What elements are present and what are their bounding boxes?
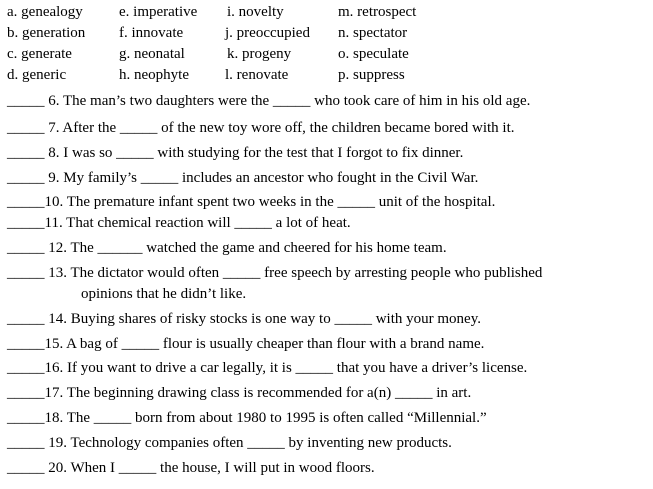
word-bank-row: [7, 24, 647, 45]
question-text: _____10. The premature infant spent two weeks in the _____ unit of the hospital.: [7, 194, 496, 210]
word-bank-entry: d. generic: [7, 67, 67, 83]
word-bank-entry: n. spectator: [338, 25, 408, 41]
word-bank-entry: b. generation: [7, 25, 86, 41]
question-text: _____ 12. The ______ watched the game and cheered for his home team.: [7, 240, 447, 256]
question-item: [7, 359, 527, 377]
question-item: [7, 459, 375, 477]
question-item: [7, 214, 351, 232]
word-bank-entry: l. renovate: [225, 67, 289, 83]
question-text: _____ 6. The man’s two daughters were the _____ who took care of him in his old age.: [7, 93, 531, 109]
word-bank-entry: g. neonatal: [119, 46, 185, 62]
question-item: [7, 144, 463, 162]
question-text: _____ 20. When I _____ the house, I will put in wood floors.: [7, 460, 375, 476]
word-bank-entry: o. speculate: [338, 46, 409, 62]
question-text: _____ 7. After the _____ of the new toy wore off, the children became bored with it.: [7, 120, 515, 136]
word-bank-entry: p. suppress: [338, 67, 405, 83]
question-item: [7, 310, 481, 328]
question-item: [7, 119, 515, 137]
word-bank-entry: i. novelty: [227, 4, 284, 20]
question-item: [7, 434, 452, 452]
question-text: _____15. A bag of _____ flour is usually cheaper than flour with a brand name.: [7, 336, 485, 352]
question-text: _____17. The beginning drawing class is recommended for a(n) _____ in art.: [7, 385, 472, 401]
word-bank: [7, 3, 647, 87]
question-text: _____18. The _____ born from about 1980 to 1995 is often called “Millennial.”: [7, 410, 487, 426]
word-bank-entry: f. innovate: [119, 25, 184, 41]
word-bank-entry: a. genealogy: [7, 4, 83, 20]
question-text: _____ 14. Buying shares of risky stocks is one way to _____ with your money.: [7, 311, 481, 327]
question-item: [7, 239, 447, 257]
question-item: [7, 92, 530, 110]
question-text: _____ 19. Technology companies often _____ by inventing new products.: [7, 435, 452, 451]
question-item: [7, 264, 542, 303]
question-item: [7, 335, 484, 353]
question-item: [7, 409, 487, 427]
question-item: [7, 169, 478, 187]
question-text: _____16. If you want to drive a car legally, it is _____ that you have a driver’s license.: [7, 360, 528, 376]
word-bank-entry: k. progeny: [227, 46, 292, 62]
word-bank-entry: e. imperative: [119, 4, 198, 20]
word-bank-entry: m. retrospect: [338, 4, 417, 20]
question-item: [7, 384, 471, 402]
word-bank-row: [7, 66, 647, 87]
question-text: _____ 13. The dictator would often _____ free speech by arresting people who published: [7, 265, 543, 281]
question-text: _____ 9. My family’s _____ includes an ancestor who fought in the Civil War.: [7, 170, 479, 186]
word-bank-entry: c. generate: [7, 46, 72, 62]
word-bank-entry: h. neophyte: [119, 67, 189, 83]
question-text-continuation: opinions that he didn’t like.: [81, 286, 247, 302]
word-bank-entry: j. preoccupied: [225, 25, 310, 41]
word-bank-row: [7, 3, 647, 24]
word-bank-row: [7, 45, 647, 66]
question-text: _____ 8. I was so _____ with studying for the test that I forgot to fix dinner.: [7, 145, 464, 161]
question-item: [7, 193, 495, 211]
question-text: _____11. That chemical reaction will _____ a lot of heat.: [7, 215, 351, 231]
